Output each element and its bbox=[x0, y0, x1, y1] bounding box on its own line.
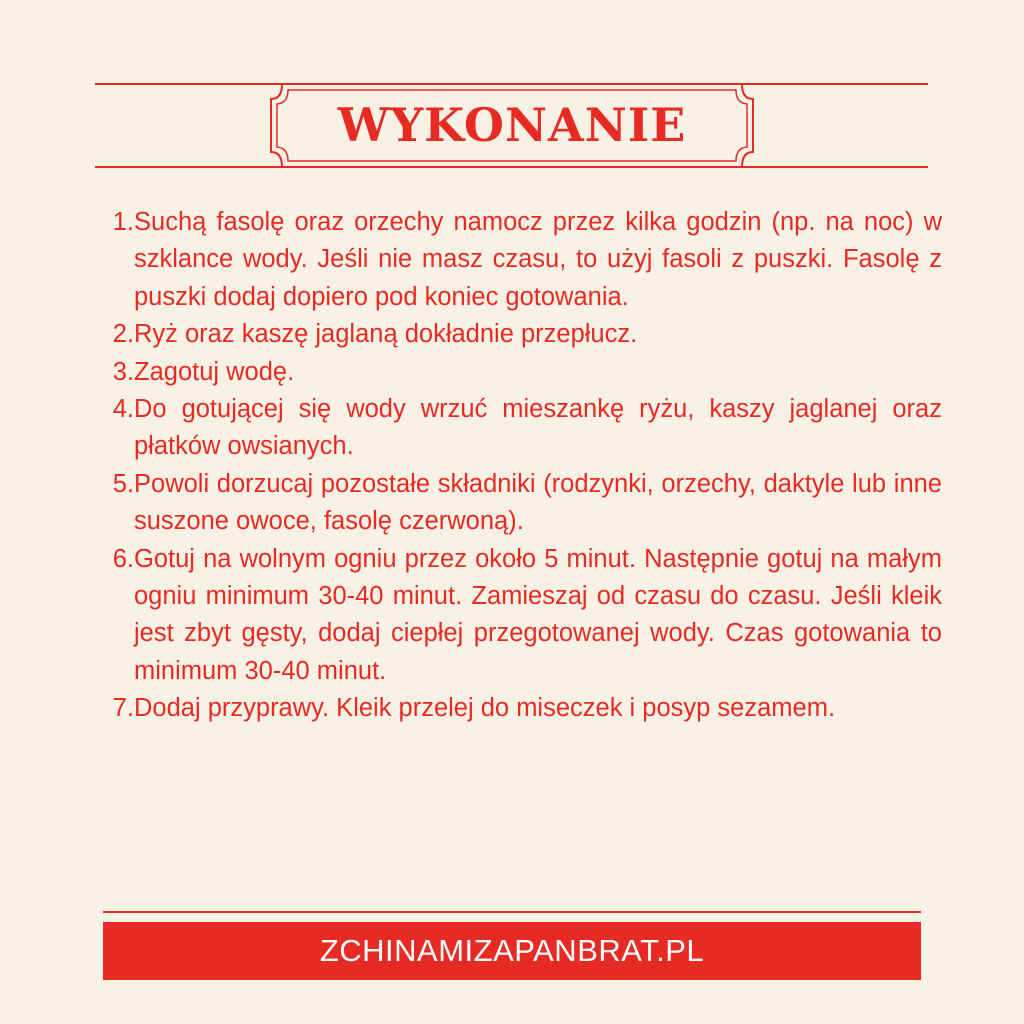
instructions-list bbox=[100, 204, 942, 728]
list-item bbox=[100, 354, 942, 391]
step-text: Dodaj przyprawy. Kleik przelej do miseczek i posyp sezamem. bbox=[134, 694, 836, 723]
website-link[interactable]: ZCHINAMIZAPANBRAT.PL bbox=[319, 933, 705, 968]
list-item bbox=[100, 316, 942, 353]
step-number: 5. bbox=[112, 469, 134, 498]
step-number: 4. bbox=[112, 395, 134, 424]
list-item bbox=[100, 466, 942, 541]
title-section bbox=[0, 0, 1024, 200]
step-number: 6. bbox=[112, 544, 134, 573]
list-item bbox=[100, 541, 942, 691]
page-title: WYKONANIE bbox=[337, 98, 687, 152]
step-number: 3. bbox=[112, 357, 134, 386]
step-text: Powoli dorzucaj pozostałe składniki (rodzynki, orzechy, daktyle lub inne suszone owoce, fasolę czerwoną). bbox=[134, 469, 942, 536]
step-text: Ryż oraz kaszę jaglaną dokładnie przepłucz. bbox=[134, 320, 638, 349]
step-text: Do gotującej się wody wrzuć mieszankę ryżu, kaszy jaglanej oraz płatków owsianych. bbox=[134, 395, 942, 461]
list-item bbox=[100, 391, 942, 466]
list-item bbox=[100, 690, 942, 727]
list-item bbox=[100, 204, 942, 316]
step-text: Gotuj na wolnym ogniu przez około 5 minut. Następnie gotuj na małym ogniu minimum 30-40 minut. Zamieszaj od czasu do czasu. Jeśli kleik jest zbyt gęsty, dodaj ciepłej przegotowanej wody. Czas gotowania to minimum 30-40 minut. bbox=[134, 544, 942, 685]
footer-divider bbox=[103, 911, 921, 913]
step-text: Suchą fasolę oraz orzechy namocz przez kilka godzin (np. na noc) w szklance wody. Jeśli nie masz czasu, to użyj fasoli z puszki. Fasolę z puszki dodaj dopiero pod koniec gotowania. bbox=[134, 208, 942, 311]
step-number: 1. bbox=[112, 208, 134, 236]
step-number: 7. bbox=[112, 694, 134, 723]
step-number: 2. bbox=[112, 320, 134, 349]
step-text: Zagotuj wodę. bbox=[134, 357, 295, 386]
footer-banner bbox=[103, 922, 921, 980]
